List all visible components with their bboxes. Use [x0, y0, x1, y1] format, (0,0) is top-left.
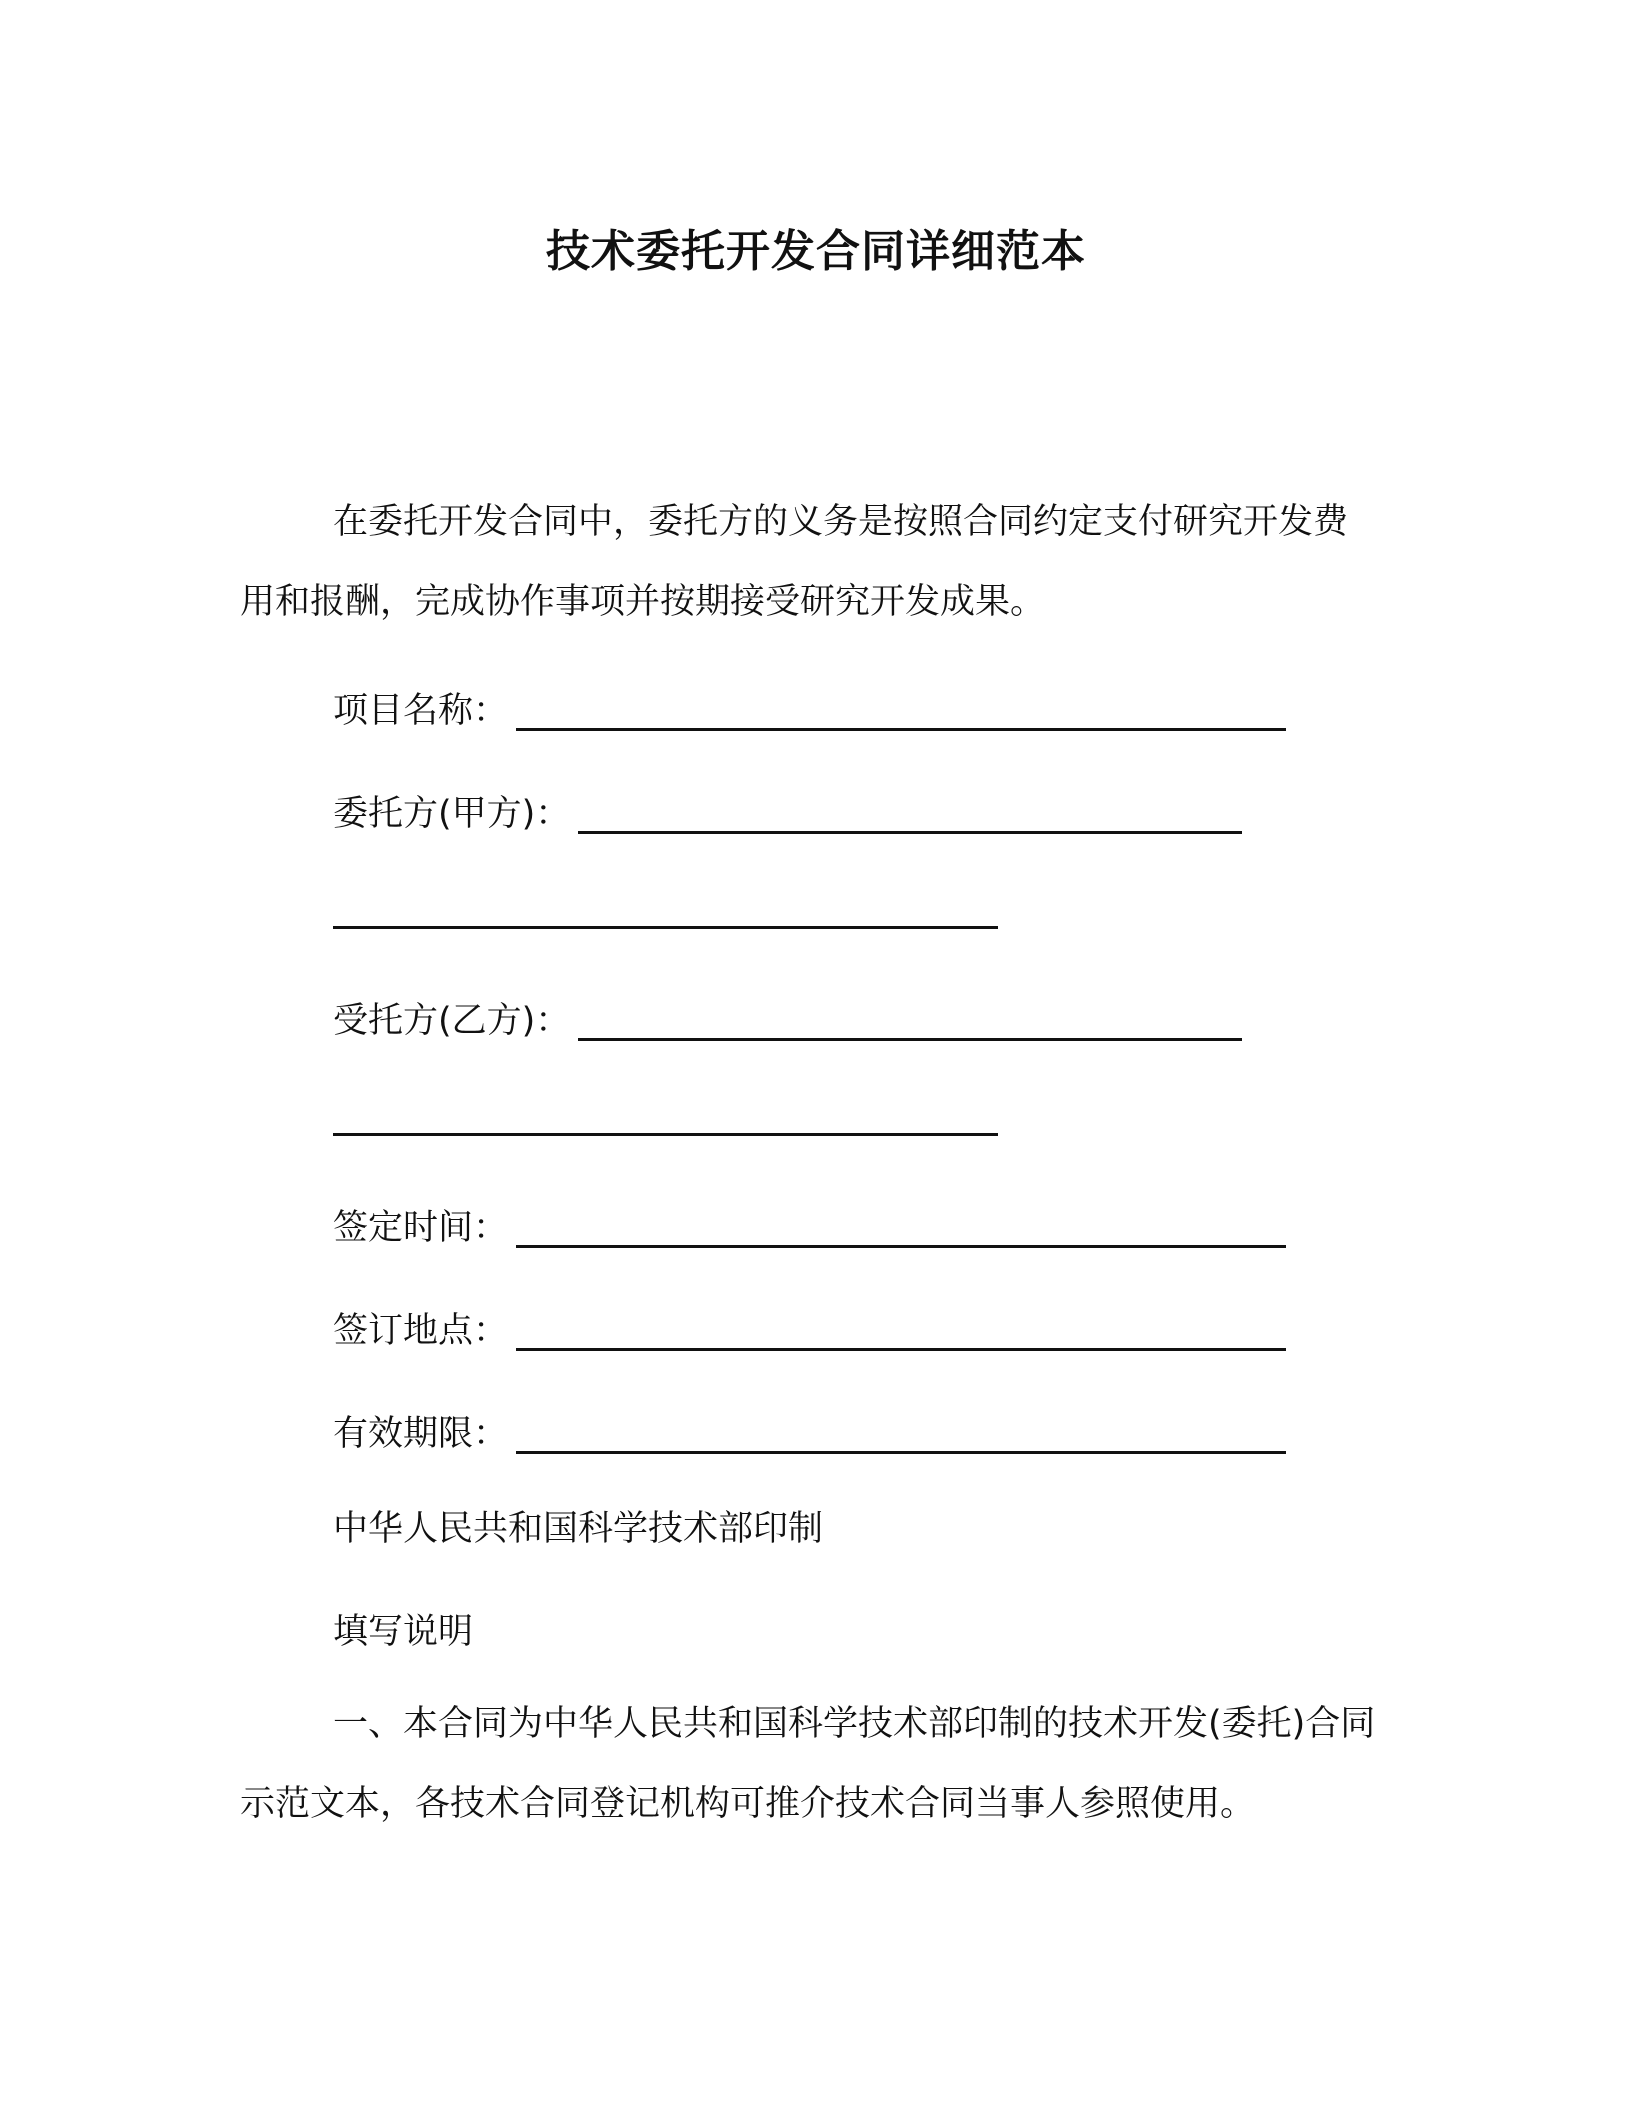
sign-place-label: 签订地点：	[333, 1311, 509, 1351]
client-blank-continued	[333, 924, 998, 929]
sign-date-label: 签定时间：	[333, 1208, 509, 1248]
contractor-blank-continued	[333, 1131, 998, 1136]
instructions-heading: 填写说明	[333, 1612, 474, 1652]
sign-date-field	[333, 1192, 1286, 1252]
validity-field	[333, 1398, 1286, 1458]
client-blank	[578, 789, 1242, 834]
document-title: 技术委托开发合同详细范本	[546, 226, 1086, 277]
project-name-label: 项目名称：	[333, 691, 509, 731]
contractor-blank	[578, 996, 1242, 1041]
validity-blank	[516, 1409, 1286, 1454]
instruction-paragraph-1: 一、本合同为中华人民共和国科学技术部印制的技术开发(委托)合同示范文本，各技术合同登记机构可推介技术合同当事人参照使用。	[240, 1704, 1376, 1824]
issuer-text: 中华人民共和国科学技术部印制	[333, 1509, 824, 1549]
sign-place-blank	[516, 1306, 1286, 1351]
sign-date-blank	[516, 1203, 1286, 1248]
sign-place-field	[333, 1295, 1286, 1355]
contractor-label: 受托方(乙方)：	[333, 1001, 571, 1041]
validity-label: 有效期限：	[333, 1414, 509, 1454]
project-name-field	[333, 675, 1286, 735]
contractor-field	[333, 985, 1242, 1045]
project-name-blank	[516, 686, 1286, 731]
client-label: 委托方(甲方)：	[333, 794, 571, 834]
intro-paragraph: 在委托开发合同中，委托方的义务是按照合同约定支付研究开发费用和报酬，完成协作事项并按期接受研究开发成果。	[240, 502, 1349, 622]
client-field	[333, 778, 1242, 838]
